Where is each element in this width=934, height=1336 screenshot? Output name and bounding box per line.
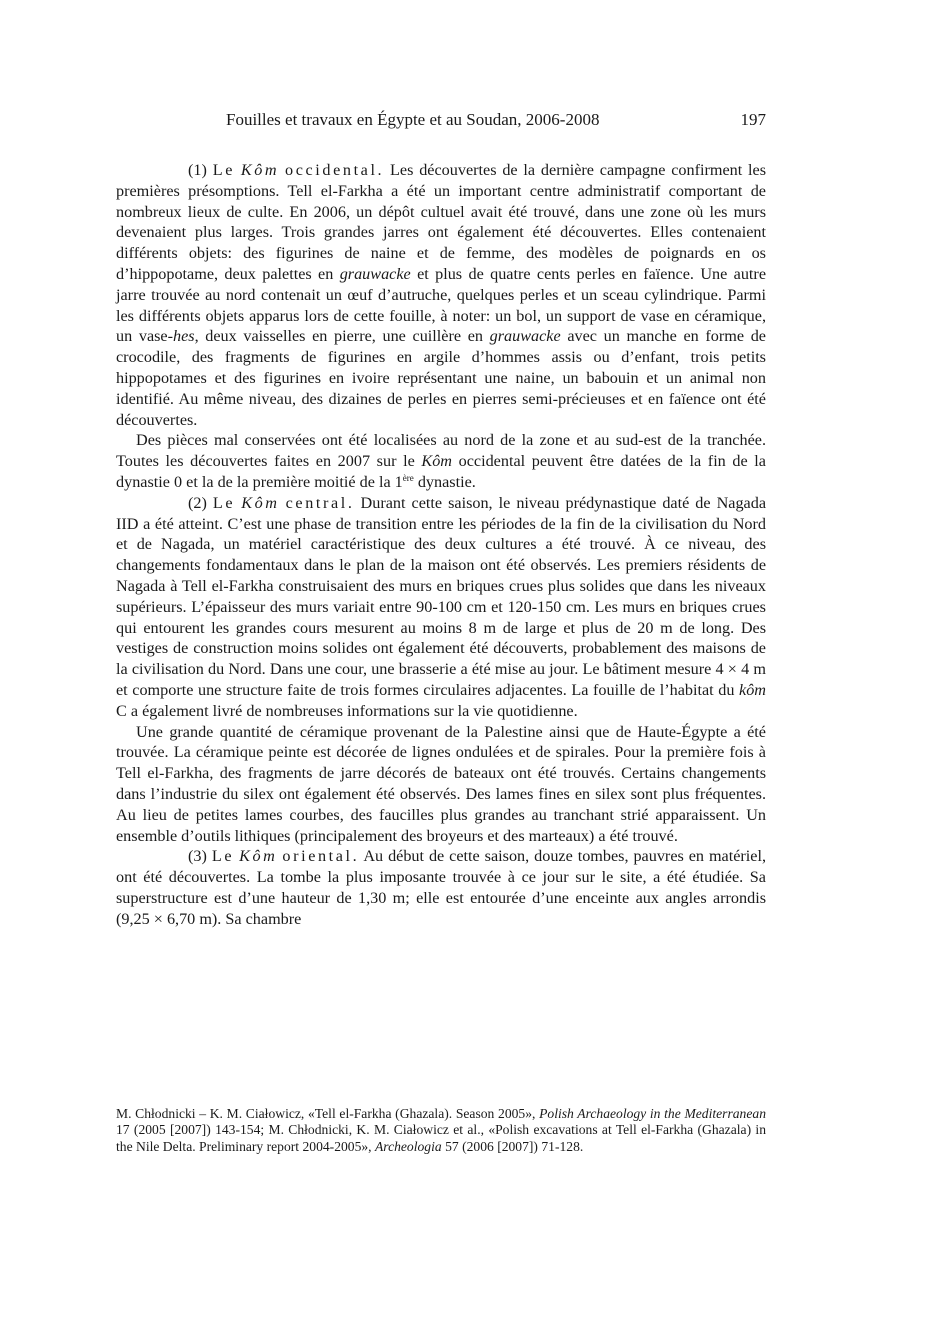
section-article: Le <box>211 847 235 866</box>
text-run: , deux vaisselles en pierre, une cuillère en <box>194 327 490 346</box>
text-run: Les découvertes de la dernière campagne confirment les premières présomptions. Tell el-Farkha a été un important centre administratif comportant de nombreux lieux de culte. En 2006, un dépôt cultuel avait été trouvé, dans une zone où les murs devenaient plus larges. Trois grandes jarres ont également été découvertes. Elles contenaient différents objets: des figurines de naine et de femme, des modèles de poignards en os d’hippopotame, deux palettes en <box>116 161 767 283</box>
text-run: Durant cette saison, le niveau prédynastique daté de Nagada IID a été atteint. C’est une phase de transition entre les périodes de la fin de la civilisation du Nord et de Nagada, un matériel caractéristique des deux cultures a été trouvé. À ce niveau, des changements fondamentaux dans le plan de la maison ont été observés. Les premiers résidents de Nagada à Tell el-Farkha construisaient des murs en briques crues plus solides que dans les niveaux supérieurs. L’épaisseur des murs variait entre 90-100 cm et 120-150 cm. Les murs en briques crues qui entourent les grandes cours mesurent au moins 8 m de large et plus de 20 m de long. Des vestiges de construction moins solides ont également été découverts, probablement des maisons de la civilisation du Nord. Dans une cour, une brasserie a été mise au jour. Le bâtiment mesure 4 × 4 m et comporte une structure faite de trois formes circulaires adjacentes. La fouille de l’habitat du <box>116 493 767 699</box>
paragraph-kom-occidental <box>116 160 766 430</box>
body-text <box>116 160 766 929</box>
text-run: Au début de cette saison, douze tombes, pauvres en matériel, ont été découvertes. La tombe la plus imposante trouvée à ce jour sur le site, a été étudiée. Sa superstructure est d’une hauteur de 1,30 m; elle est entourée d’une enceinte aux angles arrondis (9,25 × 6,70 m). Sa chambre <box>116 847 767 928</box>
paragraph-ceramics <box>116 722 766 847</box>
running-header <box>116 110 766 134</box>
paragraph-kom-central <box>116 493 766 722</box>
text-run: C a également livré de nombreuses informations sur la vie quotidienne. <box>116 701 578 720</box>
text-run: Une grande quantité de céramique provenant de la Palestine ainsi que de Haute-Égypte a été trouvée. La céramique peinte est décorée de lignes ondulées et de spirales. Pour la première fois à Tell el-Farkha, des fragments de jarre décorés de bateaux ont été trouvés. Certains changements dans l’industrie du silex ont également été observés. Des lames fines en silex sont plus fréquentes. Au lieu de petites lames courbes, des faucilles plus grandes au tranchant strié apparaissent. Un ensemble d’outils lithiques (principalement des broyeurs et des marteaux) a été trouvé. <box>116 722 766 845</box>
footnote-journal: Polish Archaeology in the Mediterranean <box>539 1106 766 1121</box>
paragraph-kom-oriental <box>116 846 766 929</box>
footnote-journal: Archeologia <box>374 1138 442 1154</box>
italic-term: Kôm <box>421 452 452 471</box>
section-number: (1) <box>188 161 207 179</box>
paragraph-kom-occidental-2 <box>116 430 766 492</box>
footnote <box>116 1106 766 1155</box>
italic-term: kôm <box>739 680 766 699</box>
running-title: Fouilles et travaux en Égypte et au Soudan, 2006-2008 <box>226 110 600 129</box>
section-heading: oriental. <box>282 847 360 866</box>
italic-term: grauwacke <box>489 327 561 346</box>
footnote-text: M. Chłodnicki – K. M. Ciałowicz, «Tell el-Farkha (Ghazala). Season 2005», <box>116 1106 540 1121</box>
italic-term: hes <box>173 327 195 346</box>
text-run: et plus de quatre cents perles en faïence. Une autre jarre trouvée au nord contenait un œuf d’autruche, quelques perles et un sceau cylindrique. Parmi les différents objets apparus lors de cette fouille, à noter: un bol, un support de vase en céramique, un vase- <box>116 264 767 346</box>
page-number: 197 <box>740 110 766 129</box>
section-heading: occidental. <box>285 161 385 179</box>
section-number: (2) <box>188 493 207 512</box>
ordinal-superscript: ère <box>402 472 414 483</box>
text-run: dynastie. <box>413 472 476 491</box>
text-run: occidental peuvent être datées de la fin de la dynastie 0 et la de la première moitié de la 1 <box>116 452 766 491</box>
section-kom: Kôm <box>239 847 278 866</box>
text-run: avec un manche en forme de crocodile, des fragments de figurines en argile d’hommes assis ou d’enfant, trois petits hippopotames et des figurines en ivoire représentant une naine, un babouin et un animal non identifié. Au même niveau, des dizaines de perles en pierres semi-précieuses et en faïence ont été découvertes. <box>116 327 766 429</box>
text-run: Des pièces mal conservées ont été localisées au nord de la zone et au sud-est de la tranchée. Toutes les découvertes faites en 2007 sur le <box>116 431 766 471</box>
section-heading: central. <box>285 493 355 512</box>
section-kom: Kôm <box>241 493 280 512</box>
italic-term: grauwacke <box>339 264 411 283</box>
section-article: Le <box>212 493 236 512</box>
section-kom: Kôm <box>240 161 280 179</box>
section-article: Le <box>212 161 235 179</box>
section-number: (3) <box>188 847 207 866</box>
footnote-text: 17 (2005 [2007]) 143-154; M. Chłodnicki, K. M. Ciałowicz et al., «Polish excavations at Tell el-Farkha (Ghazala) in the Nile Delta. Preliminary report 2004-2005», <box>116 1122 766 1154</box>
footnote-text: 57 (2006 [2007]) 71-128. <box>441 1138 584 1154</box>
